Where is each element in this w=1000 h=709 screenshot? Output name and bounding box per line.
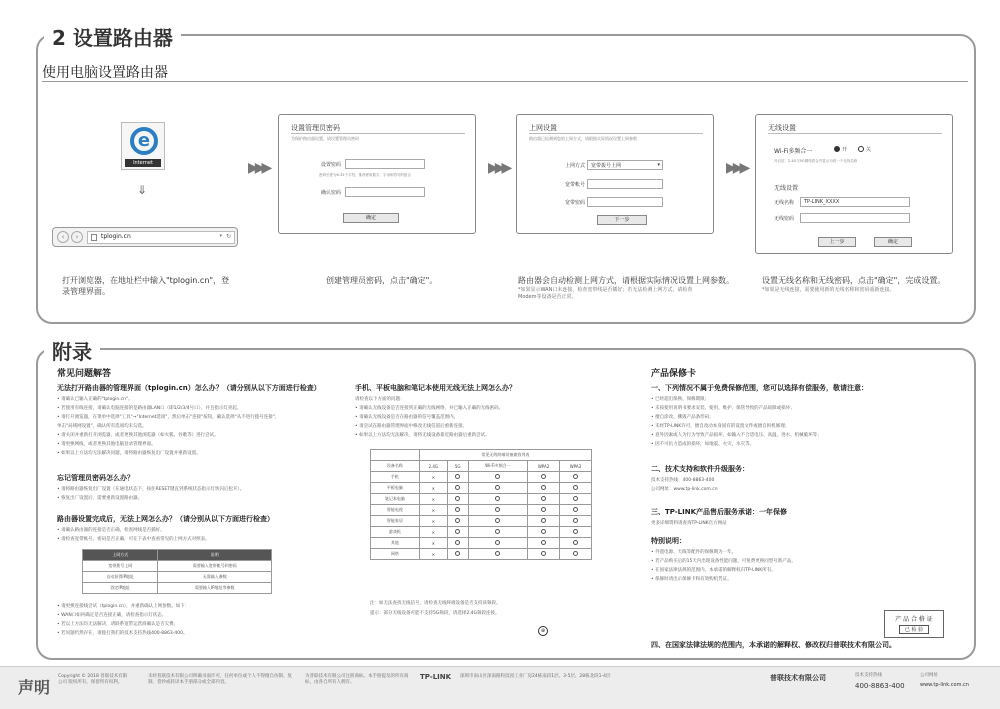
warranty-line: • 已经超出保换、保修期限；	[651, 397, 710, 402]
cross-icon: ✕	[419, 516, 447, 527]
admin-password-card	[278, 114, 476, 234]
circle-icon	[528, 516, 560, 527]
footer-hotline: 400-8863-400	[855, 682, 905, 690]
mode-value: 宽带拨号上网	[591, 163, 622, 169]
section-subtitle: 使用电脑设置路由器	[42, 65, 168, 81]
circle-icon	[468, 538, 527, 549]
faq-answer-line: • 请更换连接线尝试（tplogin.cn），并重新确认上网参数。如下：	[57, 604, 190, 609]
table-cell: 需要输入IP地址等参数	[158, 583, 272, 594]
table-cell: 自动获得IP地址	[83, 572, 158, 583]
ie-label: Internet	[125, 159, 161, 167]
table-header-cell: 设备名称	[371, 461, 420, 472]
card-heading: 无线设置	[768, 124, 796, 132]
circle-icon	[447, 549, 468, 560]
card-heading: 上网设置	[529, 124, 557, 132]
table-header-cell: 说明	[158, 550, 272, 561]
circle-icon	[468, 527, 527, 538]
confirm-button[interactable]: 确定	[343, 213, 399, 223]
circle-icon	[468, 505, 527, 516]
circle-icon	[560, 538, 592, 549]
card-note: 为保护路由器设置，请设置管理员密码	[291, 136, 359, 141]
table-row	[371, 505, 592, 516]
subtitle-rule	[42, 81, 968, 82]
faq-question-4: 手机、平板电脑和笔记本使用无线无法上网怎么办？	[355, 384, 516, 392]
faq-answer-line: • 恢复出厂设置后，需要重新设置路由器。	[57, 496, 143, 501]
circle-icon	[560, 549, 592, 560]
row-label: 游戏机	[371, 527, 420, 538]
mode-select[interactable]	[587, 160, 663, 170]
circle-icon	[560, 483, 592, 494]
faq-answer-line: • 请确认已输入正确的"tplogin.cn"。	[57, 397, 133, 402]
cross-icon: ✕	[419, 483, 447, 494]
circle-icon	[528, 527, 560, 538]
internet-setup-card	[516, 114, 714, 234]
table-row	[371, 494, 592, 505]
circle-icon	[447, 494, 468, 505]
faq-title: 常见问题解答	[57, 369, 112, 379]
circle-icon	[447, 505, 468, 516]
next-button[interactable]: 下一步	[597, 215, 647, 225]
ssid-field[interactable]: TP-LINK_XXXX	[800, 197, 910, 207]
quality-stamp	[884, 610, 944, 638]
cross-icon: ✕	[419, 494, 447, 505]
connection-type-table	[82, 549, 272, 594]
card-rule	[768, 133, 942, 134]
step-arrow-icon: ▶▶▶	[488, 160, 509, 176]
circle-icon	[560, 527, 592, 538]
table-cell: 需要输入宽带帐号和密码	[158, 561, 272, 572]
warranty-item-2: 二、技术支持和软件升级服务：	[651, 465, 749, 473]
page-icon	[91, 234, 97, 241]
cross-icon: ✕	[419, 549, 447, 560]
warranty-line: • 未按使用说明书要求安装、使用、维护、保管导致的产品故障或损坏；	[651, 406, 795, 411]
card-rule	[291, 133, 465, 134]
table-header-cell: Wi-Fi多频合一	[468, 461, 527, 472]
stamp-title: 产 品 合 格 证	[895, 616, 933, 623]
table-row	[83, 572, 272, 583]
circle-icon	[468, 516, 527, 527]
circle-icon	[447, 483, 468, 494]
ssid-label: 无线名称	[774, 200, 795, 206]
radio-off-icon[interactable]	[858, 146, 864, 152]
step4-caption: 设置无线名称和无线密码，点击"确定"，完成设置。	[762, 276, 946, 285]
wireless-setup-card	[755, 114, 953, 254]
warranty-line: • 意外因素或人为行为导致产品损坏，如输入不合适电压、高温、进水、机械破坏等；	[651, 433, 822, 438]
cross-icon: ✕	[419, 538, 447, 549]
cross-icon: ✕	[419, 505, 447, 516]
device-compat-table	[370, 449, 592, 560]
ok-button[interactable]: 确定	[874, 237, 912, 247]
circle-icon	[447, 472, 468, 483]
footer-legal-1: 未经普联技术有限公司明确书面许可，任何单位或个人不得擅自仿制、复制、誊抄或转译本手册部分或全部内容。	[148, 674, 292, 685]
warranty-line: • 因不可抗力造成的损坏，如地震、火灾、水灾等。	[651, 442, 755, 447]
faq-answer-line: • 若使用有线连接，请确认电脑连接的是路由器LAN口（即1/2/3/4号口），并且指示灯亮起。	[57, 406, 242, 411]
faq-answer-line: • 请打开浏览器，在菜单中选择"工具"→"Internet选项"，然后单击"连接"按钮，确认选择"从不进行拨号连接"，	[57, 415, 280, 420]
footer-company: 普联技术有限公司	[770, 674, 826, 682]
table-header-cell: 2.4G	[419, 461, 447, 472]
footer-copyright: Copyright © 2018 普联技术有限公司 版权所有，保留所有权利。	[58, 674, 128, 685]
dropdown-icon[interactable]: ▾	[219, 233, 222, 239]
account-label: 宽带帐号	[565, 182, 586, 188]
faq-answer-line: • 请确认无线设备是否连接到正确的无线网络，并已输入正确的无线密码。	[355, 406, 504, 411]
cross-icon: ✕	[419, 527, 447, 538]
row-label: 笔记本电脑	[371, 494, 420, 505]
warranty-line: • 若产品购买后的15天内出现设备性能问题，可免费更换同型号新产品。	[651, 559, 796, 564]
table-note: 提示：部分无线设备可能不支持5G频段，请选择2.4G频段连接。	[370, 611, 500, 616]
table-row	[83, 561, 272, 572]
circle-icon	[560, 516, 592, 527]
warranty-line: • 在国家法律法规的范围内，本承诺的解释权归TP-LINK所有。	[651, 568, 776, 573]
table-row	[371, 516, 592, 527]
circle-icon	[468, 494, 527, 505]
circle-icon	[528, 494, 560, 505]
isp-password-field[interactable]	[587, 197, 663, 207]
row-label: 平板电脑	[371, 483, 420, 494]
radio-off-label: 关	[866, 147, 872, 153]
table-row	[371, 472, 592, 483]
faq-answer-line: • 如果以上方法均无法解决问题，请将路由器恢复出厂设置并重新设置。	[57, 451, 201, 456]
circle-icon	[560, 505, 592, 516]
ie-icon-box	[121, 122, 165, 170]
circle-icon	[528, 483, 560, 494]
faq-question-2: 忘记管理员密码怎么办？	[57, 474, 134, 482]
step-arrow-icon: ▶▶▶	[726, 160, 747, 176]
wifi-key-label: 无线密码	[774, 216, 795, 222]
faq-answer-line: • 请确认路由器的连接是否正确，检查网线是否插好。	[57, 528, 165, 533]
radio-on-icon[interactable]	[834, 146, 840, 152]
table-header-row	[83, 550, 272, 561]
card-rule	[529, 133, 703, 134]
faq-answer-line: • 请确认无线设备是否在路由器的信号覆盖范围内。	[355, 415, 459, 420]
table-row	[371, 483, 592, 494]
table-note: 注：如无法查找无线信号，请检查无线终端设备是否支持该频段。	[370, 601, 501, 606]
step2-caption: 创建管理员密码，点击"确定"。	[326, 276, 438, 285]
table-header-cell: WPA3	[560, 461, 592, 472]
faq-answer-line: • 请尝试在路由器管理界面中修改无线信道后重新连接。	[355, 424, 468, 429]
appendix-title: 附录	[44, 336, 100, 365]
faq-answer-line: 单击"局域网设置"，确认所有选项均未勾选。	[57, 424, 147, 429]
footer-bar	[0, 666, 1000, 709]
warranty-line: 更多详细资料请查询TP-LINK官方网站	[651, 521, 727, 526]
table-header-row	[371, 461, 592, 472]
faq-answer-line: • 请检查宽带帐号、密码是否正确，可在下表中查看常见的上网方式对照表。	[57, 537, 210, 542]
footer-legal-2: 为普联技术有限公司注册商标。本手册提及的所有商标，由各自所有人拥有。	[305, 674, 409, 685]
table-row	[371, 538, 592, 549]
footer-legal-3: 深圳市南山区深南路科技园工业厂房24栋南段1层、3-5层、28栋北段1-4层	[460, 674, 611, 679]
faq-answer-line: • 如果以上方法均无法解决，请将无线设备靠近路由器后重新尝试。	[355, 433, 490, 438]
address-bar[interactable]	[52, 227, 238, 247]
table-header-cell: 5G	[447, 461, 468, 472]
wifi-merge-label: Wi-Fi多频合一	[774, 148, 813, 155]
table-cell: 无需输入参数	[158, 572, 272, 583]
step4-note: *如果是无线连接，需要使用新的无线名称和密码重新连接。	[762, 287, 895, 293]
faq-answer-line: • 若以上方法均无法解决，请联系宽带运营商确认是否欠费。	[57, 622, 179, 627]
circle-icon	[560, 472, 592, 483]
chevron-down-icon: ▾	[657, 162, 660, 168]
table-row	[83, 583, 272, 594]
warranty-title: 产品保修卡	[651, 369, 697, 379]
faq-question-3: 路由器设置完成后，无法上网怎么办？（请分别从以下方面进行检查）	[57, 515, 274, 523]
step3-note: *如果显示WAN口未连接，检查宽带线是否插好；若无法检测上网方式，请检查Modem等设备是否正常。	[518, 287, 693, 300]
footer-brand: TP-LINK	[420, 673, 452, 681]
ce-mark-icon: ⊕	[538, 626, 548, 636]
footer-hotline-label: 技术支持热线	[855, 673, 882, 678]
warranty-line: 技术支持热线：400-8863-400	[651, 478, 715, 483]
circle-icon	[528, 472, 560, 483]
warranty-line: • 保修时请出示保修卡和有效购机凭证。	[651, 577, 732, 582]
refresh-icon[interactable]: ↻	[225, 233, 231, 240]
circle-icon	[528, 505, 560, 516]
circle-icon	[447, 527, 468, 538]
table-row	[371, 527, 592, 538]
prev-button[interactable]: 上一步	[818, 237, 856, 247]
card-heading: 设置管理员密码	[291, 124, 340, 132]
radio-on-label: 开	[842, 147, 848, 153]
faq-answer-line: • 请更换网线，或者更换其他电脑登录管理界面。	[57, 442, 156, 447]
isp-password-label: 宽带密码	[565, 200, 586, 206]
table-row	[371, 549, 592, 560]
back-icon[interactable]: ‹	[57, 231, 69, 243]
table-title-cell	[371, 450, 420, 461]
cross-icon: ✕	[419, 472, 447, 483]
circle-icon	[447, 538, 468, 549]
card-note: 路由器已检测到您的上网方式，请根据实际情况设置上网参数	[529, 136, 637, 141]
url-text: tplogin.cn	[101, 233, 131, 240]
warranty-line: 公司网址：www.tp-link.com.cn	[651, 487, 718, 492]
table-header-cell: 上网方式	[83, 550, 158, 561]
wifi-key-field[interactable]	[800, 213, 910, 223]
down-arrow-icon: ⇓	[137, 183, 148, 197]
footer-web-label: 公司网址	[920, 673, 938, 678]
circle-icon	[468, 483, 527, 494]
warranty-item-1: 一、下列情况不属于免费保修范围，您可以选择有偿服务，敬请注意：	[651, 384, 868, 392]
step-arrow-icon: ▶▶▶	[248, 160, 269, 176]
step1-caption: 打开浏览器，在地址栏中输入"tplogin.cn"，登录管理界面。	[62, 276, 230, 296]
row-label: 手机	[371, 472, 420, 483]
ie-icon: e	[130, 127, 158, 155]
password-label: 设置密码	[321, 162, 342, 168]
section-title: 2 设置路由器	[44, 22, 181, 51]
row-label: 智能电视	[371, 505, 420, 516]
faq-answer-line: • 若问题仍然存在，请拨打我们的技术支持热线400-8863-400。	[57, 631, 188, 636]
table-title-row	[371, 450, 592, 461]
table-cell: 固定IP地址	[83, 583, 158, 594]
warranty-line: • 未经TP-LINK许可，擅自改动本身固有的设置文件或擅自拆机修理；	[651, 424, 790, 429]
faq-answer-line: • 请关闭并重新打开浏览器，或者更换其他浏览器（如火狐、谷歌等）进行尝试。	[57, 433, 219, 438]
circle-icon	[528, 549, 560, 560]
wifi-note: 开启后，2.4G与5G网络将合并显示为同一个无线名称	[774, 159, 858, 163]
mode-label: 上网方式	[565, 163, 586, 169]
warranty-item-3: 三、TP-LINK产品售后服务承诺：一年保修	[651, 508, 788, 516]
table-header-cell: WPA2	[528, 461, 560, 472]
circle-icon	[528, 538, 560, 549]
row-label: 网络	[371, 549, 420, 560]
circle-icon	[468, 549, 527, 560]
confirm-label: 确认密码	[321, 190, 342, 196]
circle-icon	[560, 494, 592, 505]
stamp-sub: 已 检 验	[899, 625, 929, 634]
step3-caption: 路由器会自动检测上网方式，请根据实际情况设置上网参数。	[518, 276, 734, 285]
row-label: 其他	[371, 538, 420, 549]
forward-icon[interactable]: ›	[71, 231, 83, 243]
table-title: 常见无线终端设备兼容列表	[419, 450, 591, 461]
table-cell: 宽带拨号上网	[83, 561, 158, 572]
faq-question-1: 无法打开路由器的管理界面（tplogin.cn）怎么办？（请分别从以下方面进行检查）	[57, 384, 321, 392]
warranty-line: • 外置电源、天线等配件的保修期为一年。	[651, 550, 737, 555]
faq-answer-line: • WAN口如何确定是否连接正确，请检查指示灯状态。	[57, 613, 167, 618]
account-field[interactable]	[587, 179, 663, 189]
footer-web: www.tp-link.com.cn	[920, 682, 969, 688]
password-field[interactable]	[345, 159, 425, 169]
faq-answer-line: 请检查以下方面的问题：	[355, 397, 405, 402]
warranty-special-title: 特别说明：	[651, 537, 686, 545]
circle-icon	[468, 472, 527, 483]
row-label: 智能家居	[371, 516, 420, 527]
footer-title: 声明	[18, 678, 51, 697]
warranty-item-4: 四、在国家法律法规的范围内，本承诺的解释权、修改权归普联技术有限公司。	[651, 641, 896, 649]
warranty-line: • 擅自涂改、撕毁产品条形码；	[651, 415, 714, 420]
wireless-subhead: 无线设置	[774, 185, 799, 192]
url-field[interactable]	[87, 231, 235, 244]
confirm-field[interactable]	[345, 187, 425, 197]
password-hint: 密码长度为6-32个字符，推荐使用数字、字母和符号的组合	[319, 173, 411, 177]
faq-answer-line: • 请将路由器恢复出厂设置（在通电状态下，按住RESET键直到系统状态指示灯快闪后松开）。	[57, 487, 245, 492]
circle-icon	[447, 516, 468, 527]
